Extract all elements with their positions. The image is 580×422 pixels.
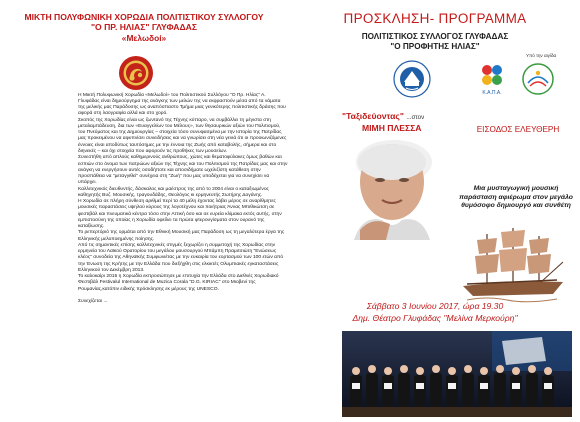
paragraph: Η Μικτή Πολυφωνική Χορωδία «Μελωδοί» του Πολιτιστικού Συλλόγου "Ο Πρ. Ηλίας" Α. Γλυφάδας είναι δημιούργημα της ανάγκης των μελών της να εκφραστούν μέσα από τα νάματα της μελικής μας Παράδοσης ως αναπόσπαστο Τμήμα μιας γενικότερης πολιτιστικής δράσης που αφορά στη λαογραφία αλλά και στο χορό. xyxy=(78,93,286,117)
sailing-ship-artwork xyxy=(457,222,569,304)
show-title-suffix: ...στον xyxy=(406,114,425,121)
event-venue: Δημ. Θέατρο Γλυφάδας "Μελίνα Μερκούρη" xyxy=(352,313,518,323)
choir-history-text xyxy=(78,93,288,305)
show-description: Μια μυσταγωγική μουσική παράσταση αφιέρωμα στον μεγάλο θυμόσοφο δημιουργό και συνθέτη xyxy=(459,185,573,210)
under-auspices-label: Υπό την αιγίδα xyxy=(526,53,557,58)
kapa-logo-label: Κ.Α.Π.Α. xyxy=(482,90,502,96)
choir-header-line2: "Ο ΠΡ. ΗΛΙΑΣ" ΓΛΥΦΑΔΑΣ xyxy=(90,22,198,32)
continued-note: Συνεχίζεται ... xyxy=(78,298,108,304)
show-title xyxy=(342,111,482,123)
event-date: Σάββατο 3 Ιουνίου 2017, ώρα 19.30 xyxy=(366,301,504,311)
free-entry-label: ΕΙΣΟΔΟΣ ΕΛΕΥΘΕΡΗ xyxy=(476,125,560,134)
kapa-logo-icon xyxy=(478,61,506,99)
paragraph: Η Χορωδία σε πλήρη σύνθεση αριθμεί περί τα 40 μέλη έχοντας λάβει μέρος σε αναρίθμητες μουσικές παραστάσεις υψηλού κύρους της λογοτέχνου και ποιήτριας Άννας Μπιθικώτση σε φεστιβάλ και πνευματικά κέντρα τόσο στην Αττική όσο και σε ευρεία κλίμακα εκτός αυτής, στην εμπιστοσύνη της οποίας η Χορωδία οφείλει τα πρώτα φτερουγίσματα στον ουρανό της καταξίωσης. xyxy=(78,199,282,229)
honoree-portrait xyxy=(342,120,442,240)
invitation-title: ΠΡΟΣΚΛΗΣΗ- ΠΡΟΓΡΑΜΜΑ xyxy=(343,11,527,26)
organizer-subtitle: "Ο ΠΡΟΦΗΤΗΣ ΗΛΙΑΣ" xyxy=(390,42,480,51)
association-seal-icon xyxy=(393,60,431,98)
choir-header-line3: «Μελωδοί» xyxy=(121,33,167,43)
paragraph: Σκοπός της Χορωδίας είναι ως ζωντανό της Τέχνης κύτταρο, να συμβάλλει τη μέγιστα στη μεταλαμπάδευση, δια των «Ευαγγελίων του Μέλους», των θησαυρικών αξιών του Πολιτισμού, του Πνεύματος και της Δημιουργίας – στοιχεία τόσο συνυφασμένα με την Ιστορία της Πατρίδας μας προκειμένου να αφυπνίσει συνειδήσεις και να γνωρίσει στη νέα γενιά ότι οι προοιωνιζόμενες έννοιες είναι αποδύτως ταυτόσημες με την έννοια της Ζωής από καταβολής, σήμερα και στο διηνεκές – και όχι στοιχεία που αφορούν τις προθήκες των μουσείων. xyxy=(78,118,287,154)
choir-header-line1: ΜΙΚΤΗ ΠΟΛΥΦΩΝΙΚΗ ΧΟΡΩΔΙΑ ΠΟΛΙΤΙΣΤΙΚΟΥ ΣΥΛΛΟΓΟΥ xyxy=(24,12,264,22)
choir-logo-icon xyxy=(118,55,154,91)
honoree-name: ΜΙΜΗ ΠΛΕΣΣΑ xyxy=(362,123,422,133)
paragraph: Από τις σημαντικές επίσης καλλιτεχνικές στιγμές ξεχωρίζει η συμμετοχή της Χορωδίας στην ερμηνεία του Λαϊκού Ορατορίου του μεγάλου μουσουργού Μπάμπη Πραμιτσιώτη "Ενώσεως κλέος" συνοδεία της Αθηναϊκής Συμφωνιέτας με την ευκαιρία του εορτασμού των 100 ετών από την Ένωση της Κρήτης με την Ελλάδα που διεξήχθη στις ελκικτές Ολυμπιακές εγκαταστάσεις Ελληνικού τον Δεκέμβρη 2013. xyxy=(78,243,284,273)
municipality-logo-icon xyxy=(520,61,556,99)
paragraph: Το καλοκαίρι 2015 η Χορωδία εκπροσώπησε με επιτυχία την Ελλάδα στο Διεθνές Χορωδιακό Φεστιβάλ Festivalul International de Muzica Corala "D.G. KIRIAC" στο Μιοβενί της Ρουμανίας,κατόπιν ειδικής πρόσκλησης εκ μέρους της UNESCO. xyxy=(78,274,279,292)
paragraph: Καλλιτεχνικός διευθυντής, δάσκαλος και μαέστρος της από το 2004 είναι ο καταξιωμένος καθηγητής Βυζ. Μουσικής, τραγουδάδης, Θεολόγος κι ερμηνευτής Σωτήρης Δογάνης. xyxy=(78,186,269,198)
right-panel xyxy=(290,0,580,422)
choir-photo xyxy=(342,331,572,417)
organizer-name: ΠΟΛΙΤΙΣΤΙΚΟΣ ΣΥΛΛΟΓΟΣ ΓΛΥΦΑΔΑΣ xyxy=(361,32,509,41)
paragraph: Συνεστήθη από απλούς καθημερινούς ανθρώπους, χώτες και θεματοφύλακες όμως βαθών και εσπιών στο όνομα των πατρώων αξιών της Τέχνης και του Πολιτισμού της Πατρίδας μας και στην ανάγκη να ενεργήσουν αυτές οσοδήποτε και αποσιδήματε ωχελιζίστη κατάθεση στην προσπάθεια να "μεταγγιθεί" συνέχεια στη "Ζωή" που μας υποδέχεται για να συνεχίσει να υπάρχει. xyxy=(78,155,288,185)
paragraph: Το ρεπερτόριό της ορμάται από την Εθνική Μουσική μας Παράδοση ως τη μεγαλύτερα έργα της Ελληνικής μελοποιημένης ποίησης. xyxy=(78,230,285,242)
show-title-text: "Ταξιδεύοντας" xyxy=(342,111,404,121)
